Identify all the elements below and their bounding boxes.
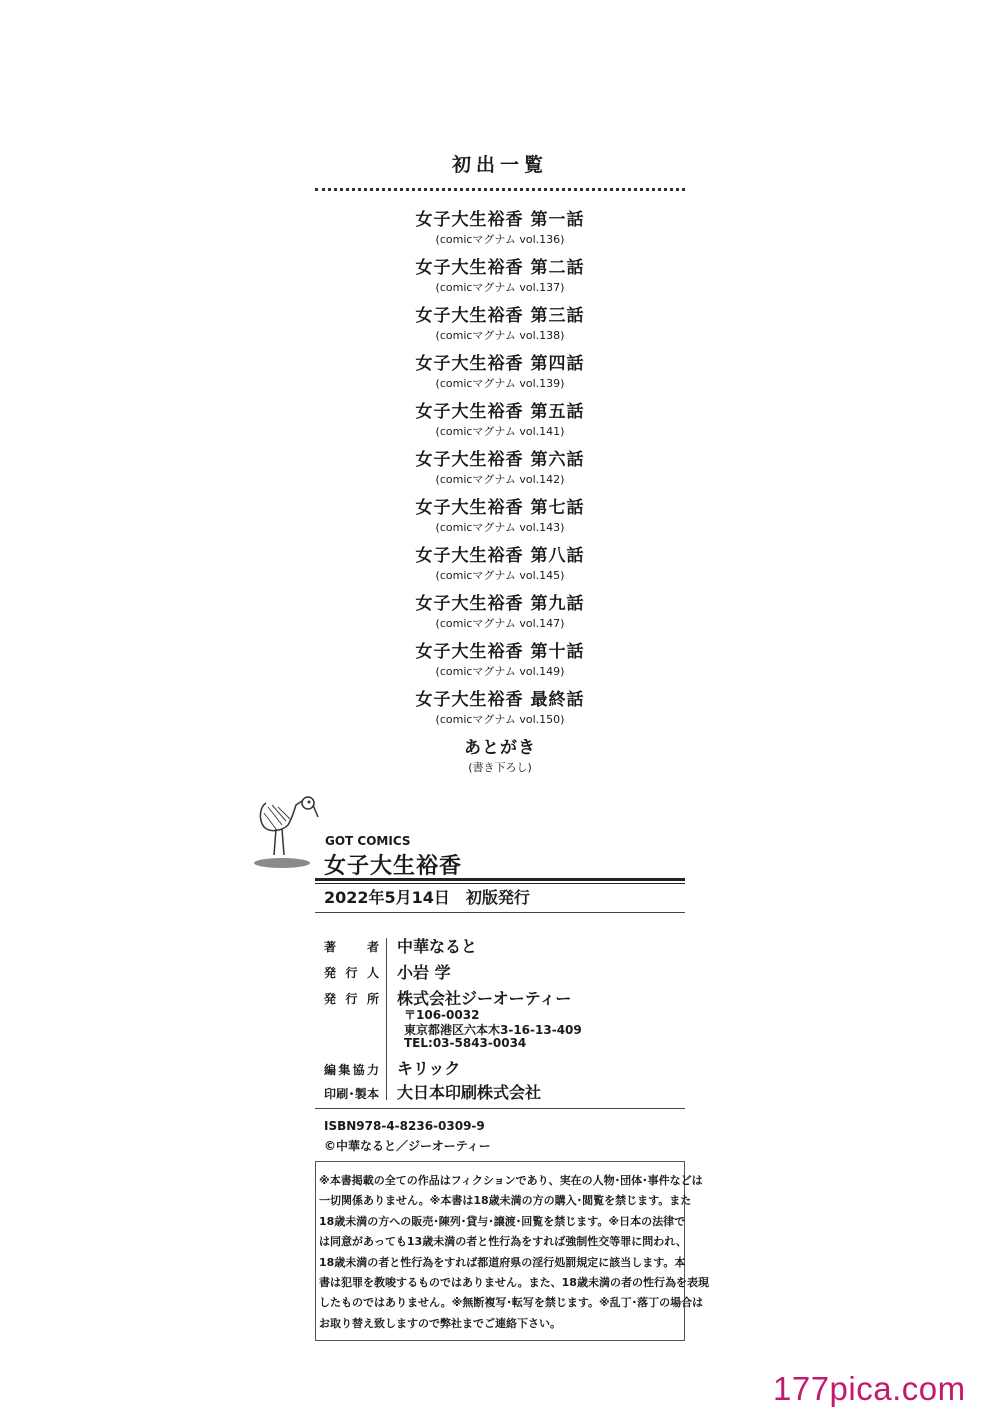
divider <box>315 1108 685 1109</box>
editing-name: キリック <box>397 1059 461 1078</box>
company-name: 株式会社ジーオーティー <box>397 989 572 1008</box>
entry-title: 女子大生裕香 第四話 <box>415 354 585 374</box>
list-item <box>0 641 1000 689</box>
notice-line: 書は犯罪を教唆するものではありません。また、18歳未満の者の性行為を表現 <box>319 1276 709 1290</box>
phone-number: TEL:03-5843-0034 <box>404 1036 527 1050</box>
notice-line: 一切関係ありません。※本書は18歳未満の方の購入･閲覧を禁じます。また <box>319 1194 692 1208</box>
list-item <box>0 257 1000 305</box>
entry-title: 女子大生裕香 第六話 <box>415 450 585 470</box>
page-title: 初出一覧 <box>451 154 548 176</box>
entry-source: (comicマグナム vol.136) <box>435 233 565 246</box>
notice-line: お取り替え致しますので弊社までご連絡下さい。 <box>319 1316 561 1330</box>
series-name: GOT COMICS <box>325 834 411 848</box>
publisher-name: 小岩 学 <box>397 963 451 982</box>
publisher-label: 発行人 <box>324 966 379 980</box>
entry-source: (comicマグナム vol.150) <box>435 713 565 726</box>
entry-title: 女子大生裕香 第五話 <box>415 402 585 422</box>
entry-title: 女子大生裕香 第八話 <box>415 546 585 566</box>
bird-logo-icon <box>252 795 328 875</box>
editing-label: 編集協力 <box>324 1063 379 1077</box>
list-item <box>0 689 1000 737</box>
entry-source: (comicマグナム vol.141) <box>435 425 565 438</box>
legal-notice <box>315 1161 709 1341</box>
notice-line: したものではありません。※無断複写･転写を禁じます。※乱丁･落丁の場合は <box>319 1296 704 1310</box>
entry-title: 女子大生裕香 最終話 <box>415 690 585 710</box>
entry-title: 女子大生裕香 第七話 <box>415 498 585 518</box>
book-title: 女子大生裕香 <box>324 854 463 879</box>
list-item <box>0 449 1000 497</box>
entry-title: 女子大生裕香 第一話 <box>415 210 585 230</box>
divider <box>315 912 685 913</box>
vertical-divider <box>386 938 387 1100</box>
list-item <box>0 353 1000 401</box>
author-name: 中華なると <box>397 937 478 956</box>
publication-date: 2022年5月14日 初版発行 <box>324 888 530 907</box>
entry-source: (comicマグナム vol.147) <box>435 617 565 630</box>
list-item <box>0 545 1000 593</box>
author-label: 著者 <box>324 940 379 954</box>
list-item <box>0 497 1000 545</box>
entry-source: (comicマグナム vol.142) <box>435 473 565 486</box>
isbn: ISBN978-4-8236-0309-9 <box>324 1119 485 1133</box>
entry-source: (comicマグナム vol.145) <box>435 569 565 582</box>
divider <box>315 883 685 884</box>
address: 東京都港区六本木3-16-13-409 <box>404 1023 582 1037</box>
list-item <box>0 401 1000 449</box>
list-item <box>0 593 1000 641</box>
printing-name: 大日本印刷株式会社 <box>397 1083 542 1102</box>
list-item <box>0 737 1000 785</box>
list-item <box>0 305 1000 353</box>
contents-list <box>0 209 1000 785</box>
entry-title: 女子大生裕香 第九話 <box>415 594 585 614</box>
entry-source: (comicマグナム vol.143) <box>435 521 565 534</box>
notice-line: ※本書掲載の全ての作品はフィクションであり、実在の人物･団体･事件などは <box>319 1174 703 1187</box>
printing-label: 印刷･製本 <box>324 1087 379 1101</box>
entry-source: (comicマグナム vol.139) <box>435 377 565 390</box>
entry-title: 女子大生裕香 第三話 <box>415 306 585 326</box>
postal-code: 〒106-0032 <box>404 1008 480 1022</box>
watermark: 177pica.com <box>773 1370 966 1407</box>
entry-title: 女子大生裕香 第二話 <box>415 258 585 278</box>
dotted-divider <box>315 188 685 191</box>
entry-source: (comicマグナム vol.138) <box>435 329 565 342</box>
entry-title: 女子大生裕香 第十話 <box>415 642 585 662</box>
divider <box>315 878 685 881</box>
entry-title: あとがき <box>464 738 536 758</box>
entry-source: (書き下ろし) <box>468 761 532 774</box>
copyright: ©中華なると／ジーオーティー <box>324 1139 491 1153</box>
notice-line: は同意があっても13歳未満の者と性行為をすれば強制性交等罪に問われ、 <box>319 1235 687 1249</box>
list-item <box>0 209 1000 257</box>
entry-source: (comicマグナム vol.149) <box>435 665 565 678</box>
company-label: 発行所 <box>324 992 379 1006</box>
entry-source: (comicマグナム vol.137) <box>435 281 565 294</box>
notice-line: 18歳未満の者と性行為をすれば都道府県の淫行処罰規定に該当します。本 <box>319 1255 686 1269</box>
notice-line: 18歳未満の方への販売･陳列･貸与･譲渡･回覧を禁じます。※日本の法律で <box>319 1214 686 1228</box>
